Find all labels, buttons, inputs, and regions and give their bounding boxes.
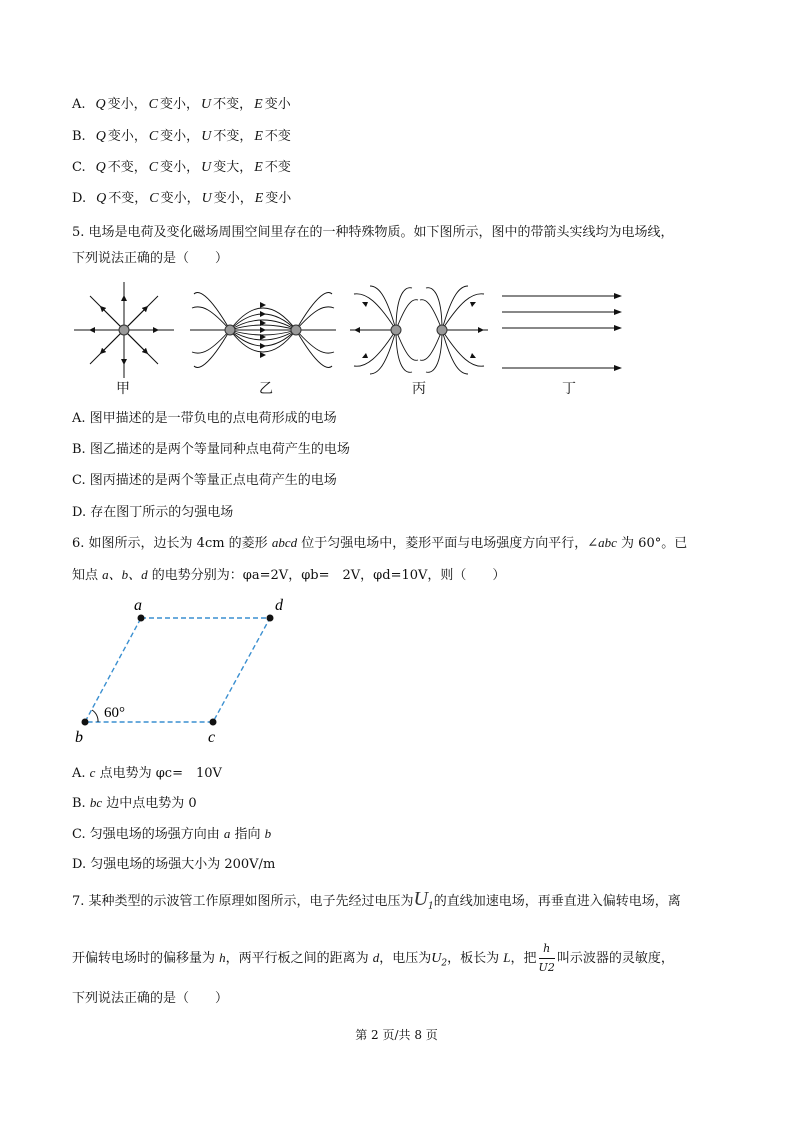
q6-stem-line2: 知点 a、b、d 的电势分别为：φa=2V，φb= 2V，φd=10V，则（ ）: [72, 567, 506, 583]
label-jia: 甲: [116, 381, 130, 397]
angle-label: 60°: [104, 705, 125, 721]
label-bing: 丙: [412, 381, 426, 397]
q5-option-a: A. 图甲描述的是一带负电的点电荷形成的电场: [72, 411, 337, 426]
q4-option-d: D. Q 不变， C 变小， U 变小， E 变小: [72, 191, 292, 206]
vertex-d-label: d: [275, 597, 283, 614]
q4-option-a: A. Q 变小， C 变小， U 不变， E 变小: [72, 97, 291, 112]
q7-stem-line2: 开偏转电场时的偏移量为 h，两平行板之间的距离为 d，电压为$U_2$，板长为 L，把 $\frac{h}{U2}$ 叫示波器的灵敏度，: [72, 940, 674, 977]
q5-option-b: B. 图乙描述的是两个等量同种点电荷产生的电场: [72, 442, 350, 457]
q6-option-c: C. 匀强电场的场强方向由 a 指向 b: [72, 826, 272, 842]
q7-stem-line3: 下列说法正确的是（ ）: [72, 991, 229, 1006]
q4-option-b: B. Q 变小， C 变小， U 不变， E 不变: [72, 129, 291, 144]
label-ding: 丁: [562, 381, 576, 397]
q6-option-b: B. bc 边中点电势为 0: [72, 795, 197, 811]
q5-stem-line1: 5. 电场是电荷及变化磁场周围空间里存在的一种特殊物质。如下图所示，图中的带箭头实线均为电场线，: [72, 225, 674, 240]
field-figure-jia: [72, 280, 177, 385]
q5-stem-line2: 下列说法正确的是（ ）: [72, 251, 229, 266]
field-figure-yi: [188, 282, 338, 382]
field-figure-bing: [348, 282, 490, 382]
field-figure-ding: [500, 284, 625, 376]
q6-option-a: A. c 点电势为 φc= 10V: [72, 765, 222, 781]
q5-option-d: D. 存在图丁所示的匀强电场: [72, 505, 234, 520]
sensitivity-fraction: $\frac{h}{U2}$: [538, 942, 555, 974]
q7-stem-line1: 7. 某种类型的示波管工作原理如图所示，电子先经过电压为$U_1$的直线加速电场，再垂直进入偏转电场，离: [72, 888, 681, 912]
q5-option-c: C. 图丙描述的是两个等量正点电荷产生的电场: [72, 473, 337, 488]
rhombus-figure: [70, 596, 300, 746]
q6-stem-line1: 6. 如图所示，边长为 4cm 的菱形 abcd 位于匀强电场中，菱形平面与电场强度方向平行，∠abc 为 60°。已: [72, 535, 688, 551]
page-footer: 第 2 页/共 8 页: [355, 1028, 438, 1042]
q6-option-d: D. 匀强电场的场强大小为 200V/m: [72, 857, 276, 872]
q4-option-c: C. Q 不变， C 变小， U 变大， E 不变: [72, 160, 291, 175]
vertex-c-label: c: [208, 729, 216, 746]
label-yi: 乙: [259, 381, 273, 397]
vertex-a-label: a: [134, 597, 142, 614]
vertex-b-label: b: [75, 729, 83, 746]
